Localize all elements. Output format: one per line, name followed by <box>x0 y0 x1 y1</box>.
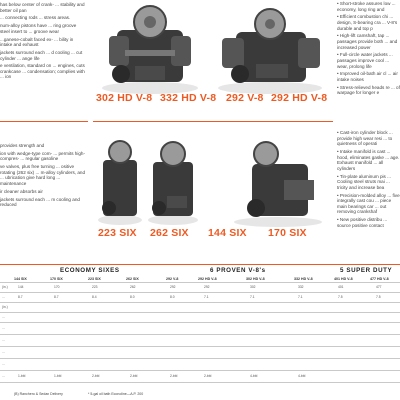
left-para: jackets surround each ... m cooling and reduced <box>0 196 80 208</box>
left-para: e ventilation, standard on ... engines, cuts crankcase ... condensation; complies with ... ion <box>0 63 85 80</box>
engine-photo-v8-heavy <box>95 0 205 96</box>
left-para: ion with wedge-type com- ... permits high-compres- ... regular gasoline <box>0 150 86 162</box>
table-cell: 8.4 <box>92 295 97 299</box>
table-cell: 144 <box>18 285 24 289</box>
table-cell: 223 <box>92 285 98 289</box>
table-row <box>0 312 400 313</box>
right-para: • New positive distribu ... source positive contact <box>337 217 400 228</box>
table-cell: 2-bbl <box>92 374 100 378</box>
table-cell: 170 <box>54 285 60 289</box>
engine-photo-six-small <box>228 136 328 228</box>
table-cell: 4-bbl <box>298 374 306 378</box>
table-cell: 2-bbl <box>130 374 138 378</box>
right-para: • Intake manifold is cast ... hood, eliminates gaske ... age. Exhaust manifold ... all cylinders <box>337 149 400 171</box>
section-divider <box>205 121 333 122</box>
table-cell: 401 <box>338 285 344 289</box>
left-para: provides strength and <box>0 143 45 148</box>
table-cell: 332 <box>298 285 304 289</box>
table-row <box>0 346 400 347</box>
column-heading: 477 HD V-8 <box>370 277 389 281</box>
row-label: ... <box>2 350 5 354</box>
left-para: ve valves, plus free turning ... ositive rotating (262 six) ... m-alloy cylinders, and ... ubrication give hard long ... maintenance <box>0 164 86 186</box>
row-label: ... <box>2 295 5 299</box>
table-cell: 4-bbl <box>250 374 258 378</box>
row-label: ... <box>2 374 5 378</box>
table-cell: 7.1 <box>250 295 255 299</box>
engine-photo-six-tall <box>95 138 145 226</box>
table-cell: 7.1 <box>298 295 303 299</box>
left-feature-text <box>0 2 86 82</box>
table-row <box>0 292 400 293</box>
table-cell: 2-bbl <box>170 374 178 378</box>
column-heading: 223 SIX <box>88 277 101 281</box>
left-feature-text-lower <box>0 143 86 210</box>
table-row <box>0 358 400 359</box>
table-cell: 8.7 <box>54 295 59 299</box>
table-row <box>0 334 400 335</box>
row-label: ... <box>2 326 5 330</box>
column-heading: 292 V-8 <box>166 277 179 281</box>
table-cell: 8.0 <box>170 295 175 299</box>
column-heading: 401 HD V-8 <box>334 277 353 281</box>
engine-label: 292 HD V-8 <box>271 92 328 104</box>
table-row <box>0 322 400 323</box>
row-label: ... <box>2 338 5 342</box>
row-label: (in.) <box>2 305 8 309</box>
right-para: • Full-circle water jackets ... passages improve cool ... wear, prolong life <box>337 52 400 69</box>
engine-label: 292 V-8 <box>226 92 264 104</box>
table-cell: 292 <box>170 285 176 289</box>
right-para: • Stress-relieved heads re ... of warpage for longer e <box>337 85 400 96</box>
footnote: * 5-gal oil bath Econoline—A.P. 200 <box>88 392 144 396</box>
right-feature-text <box>337 1 400 98</box>
table-cell: 302 <box>250 285 256 289</box>
engine-label: 332 HD V-8 <box>160 92 217 104</box>
right-para: • Efficient combustion chi ... design, S-bearing cra ... V-8's durable and top p <box>337 14 400 31</box>
engine-label: 262 SIX <box>150 227 189 239</box>
engine-label: 302 HD V-8 <box>96 92 153 104</box>
group-heading: ECONOMY SIXES <box>60 267 120 274</box>
section-divider <box>93 121 205 122</box>
column-heading: 170 SIX <box>50 277 63 281</box>
table-cell: 2-bbl <box>204 374 212 378</box>
table-row <box>0 282 400 283</box>
table-cell: 1-bbl <box>18 374 26 378</box>
right-feature-text-lower <box>337 130 400 230</box>
table-cell: 262 <box>130 285 136 289</box>
table-cell: 7.5 <box>376 295 381 299</box>
left-para: ir cleaner absorbs air <box>0 188 43 194</box>
left-para: num-alloy pistons have ... ring groove steel insert to ... groove wear <box>0 23 77 34</box>
table-row <box>0 382 400 383</box>
spec-table <box>0 267 400 400</box>
left-para: jackets surround each ... d cooling ... cut cylinder ... ange life <box>0 49 83 61</box>
column-heading: 262 SIX <box>126 277 139 281</box>
right-para: • Improved oil-bath air cl ... air intake noises <box>337 71 400 82</box>
table-row <box>0 302 400 303</box>
left-para: has below center of crank- ... stability and better oil pan <box>0 2 85 13</box>
engine-label: 170 SIX <box>268 227 307 239</box>
table-cell: 8.0 <box>130 295 135 299</box>
column-heading: 144 SIX <box>14 277 27 281</box>
left-para: ...ganese-cobalt faced ex- ... bility in intake and exhaust <box>0 36 74 48</box>
table-top-rule <box>0 264 400 265</box>
section-divider <box>0 121 88 122</box>
engine-label: 223 SIX <box>98 227 137 239</box>
right-para: • Precision-molded alloy ... five integrally cast cou ... piece main bearings car ... out removing crankshaf <box>337 193 400 215</box>
table-cell: 7.5 <box>338 295 343 299</box>
group-heading: 6 PROVEN V-8's <box>210 267 266 274</box>
table-cell: 292 <box>204 285 210 289</box>
right-para: • Short-stroke assures low ... economy, long ring and <box>337 1 400 12</box>
column-heading: 302 HD V-8 <box>246 277 265 281</box>
table-cell: 1-bbl <box>54 374 62 378</box>
right-para: • Cast-iron cylinder block ... provide high wear resi ... to quietness of operati <box>337 130 400 147</box>
row-label: ... <box>2 362 5 366</box>
row-label: ... <box>2 315 5 319</box>
engine-photo-v8 <box>210 4 330 96</box>
column-heading: 332 HD V-8 <box>294 277 313 281</box>
column-heading: 292 HD V-8 <box>198 277 217 281</box>
table-row <box>0 370 400 371</box>
table-cell: 8.7 <box>18 295 23 299</box>
row-label: (in.) <box>2 285 8 289</box>
right-para: • Tin-plate aluminum pis ... Cooling steel struts mai ... tricity and increase bea <box>337 174 400 191</box>
left-para: ... connecting rods ... stress areas. <box>0 15 71 21</box>
footnote: (B) Ranchero & Sedan Delivery <box>14 392 63 396</box>
table-cell: 477 <box>376 285 382 289</box>
engine-label: 144 SIX <box>208 227 247 239</box>
group-heading: 5 SUPER DUTY <box>340 267 393 274</box>
engine-photo-six <box>145 138 201 226</box>
right-para: • High-lift camshaft, tap ... passages provide both ... and increased power <box>337 33 400 50</box>
table-cell: 7.1 <box>204 295 209 299</box>
